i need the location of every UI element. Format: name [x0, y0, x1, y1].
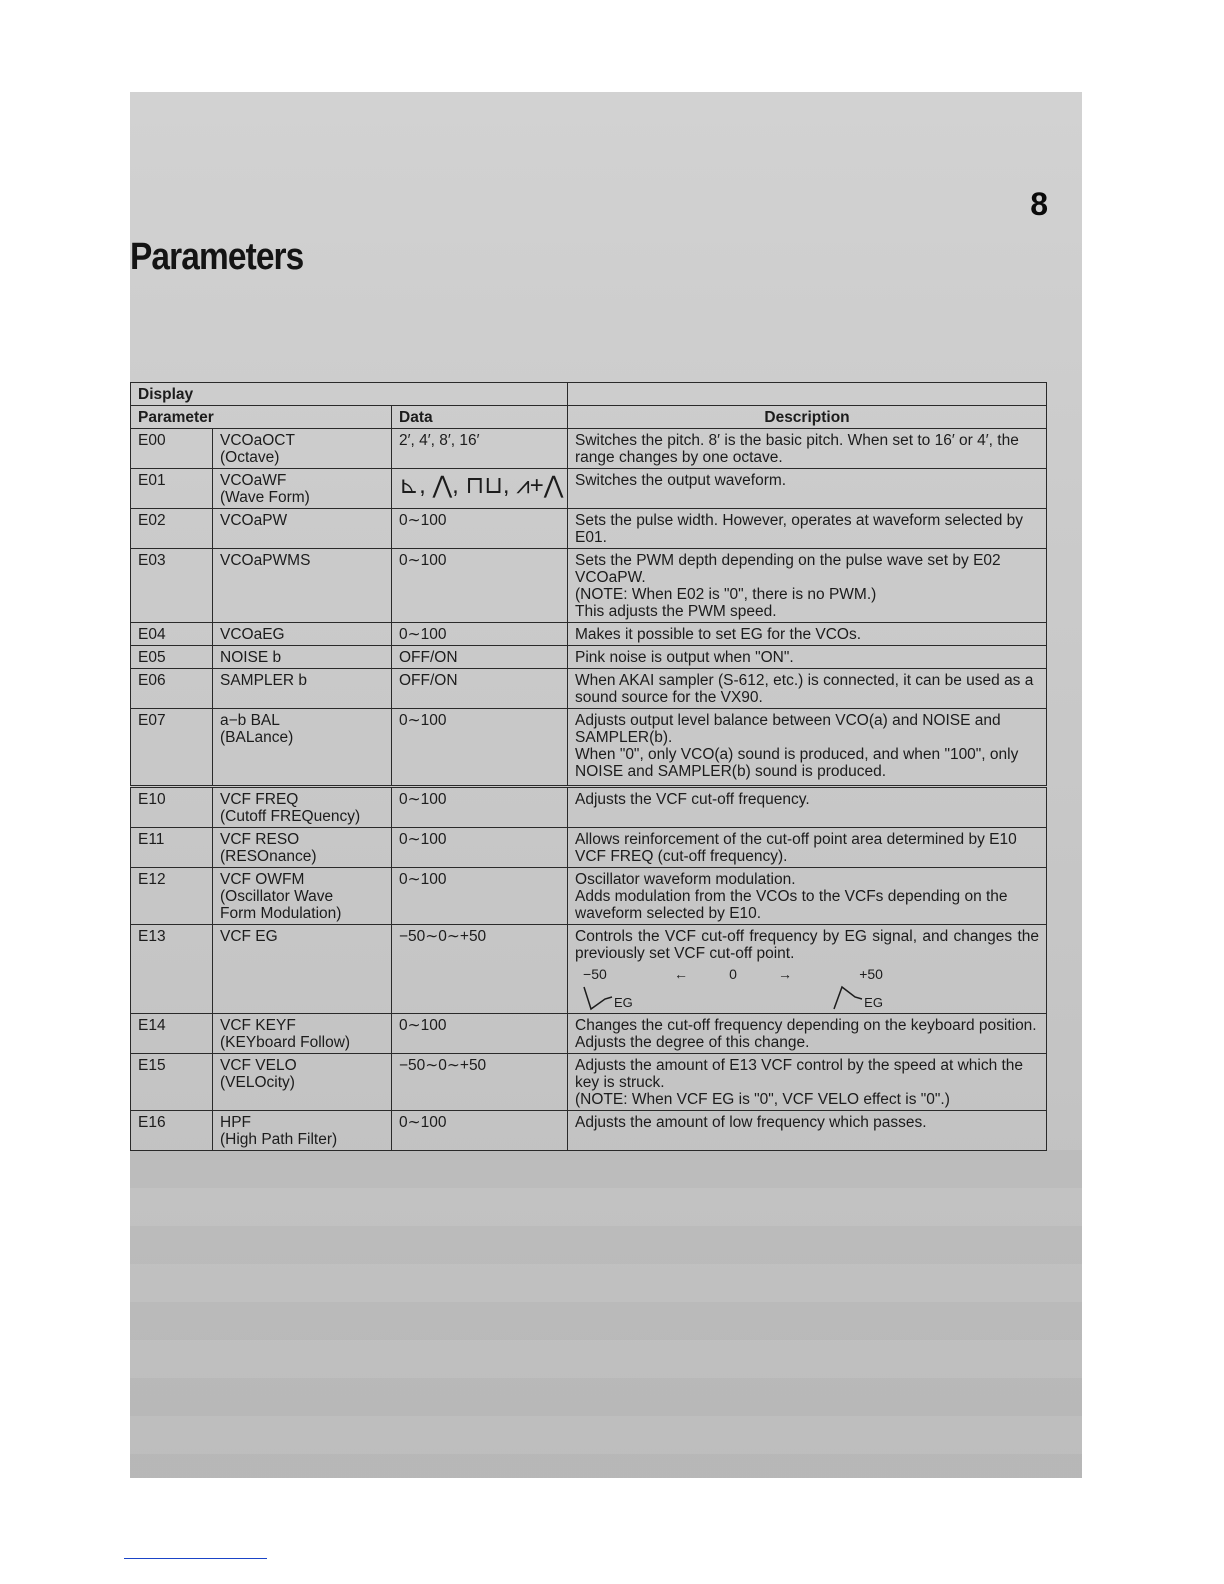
- param-description: Allows reinforcement of the cut-off point area determined by E10 VCF FREQ (cut-off frequency).: [568, 828, 1047, 868]
- param-data: 0∼100: [392, 868, 568, 925]
- page-number: 8: [1030, 186, 1048, 222]
- table-row: [131, 669, 1047, 709]
- eg-right-arrow: →: [778, 966, 793, 982]
- param-name: VCF RESO (RESOnance): [213, 828, 392, 868]
- param-code: E07: [131, 709, 213, 787]
- param-description: Changes the cut-off frequency depending on the keyboard position. Adjusts the degree of this change.: [568, 1014, 1047, 1054]
- eg-envelope-icon: [833, 985, 863, 1011]
- eg-positive: [833, 966, 883, 1011]
- header-parameter: Parameter: [131, 406, 392, 429]
- table-row: [131, 868, 1047, 925]
- param-name: VCOaPW: [213, 509, 392, 549]
- parameters-table: [130, 382, 1047, 1151]
- param-description: Pink noise is output when "ON".: [568, 646, 1047, 669]
- param-data: 2′, 4′, 8′, 16′: [392, 429, 568, 469]
- eg-inverted-envelope-icon: [583, 985, 613, 1011]
- header-blank: [568, 383, 1047, 406]
- param-data: 0∼100: [392, 623, 568, 646]
- scanned-page: [130, 92, 1082, 1478]
- param-name: HPF (High Path Filter): [213, 1111, 392, 1151]
- param-name: VCF OWFM (Oscillator Wave Form Modulation): [213, 868, 392, 925]
- param-data: −50∼0∼+50: [392, 925, 568, 1014]
- eg-negative-wave: [583, 985, 633, 1011]
- table-row: [131, 429, 1047, 469]
- param-code: E16: [131, 1111, 213, 1151]
- table-row: [131, 1111, 1047, 1151]
- eg-negative: [583, 966, 633, 1011]
- param-data: 0∼100: [392, 549, 568, 623]
- param-data: 0∼100: [392, 1111, 568, 1151]
- param-description: Sets the PWM depth depending on the pulse wave set by E02 VCOaPW. (NOTE: When E02 is "0", there is no PWM.) This adjusts the PWM speed.: [568, 549, 1047, 623]
- table-header-display-row: [131, 383, 1047, 406]
- param-description: When AKAI sampler (S-612, etc.) is connected, it can be used as a sound source for the VX90.: [568, 669, 1047, 709]
- table-row: [131, 828, 1047, 868]
- param-code: E04: [131, 623, 213, 646]
- param-name: VCOaEG: [213, 623, 392, 646]
- eg-positive-label: EG: [864, 995, 883, 1010]
- param-description: Makes it possible to set EG for the VCOs.: [568, 623, 1047, 646]
- param-name: VCOaOCT (Octave): [213, 429, 392, 469]
- header-display: Display: [131, 383, 568, 406]
- param-name: a−b BAL (BALance): [213, 709, 392, 787]
- header-description: Description: [568, 406, 1047, 429]
- eg-negative-label: EG: [614, 995, 633, 1010]
- param-code: E05: [131, 646, 213, 669]
- header-data: Data: [392, 406, 568, 429]
- param-name: VCF EG: [213, 925, 392, 1014]
- param-name: VCF KEYF (KEYboard Follow): [213, 1014, 392, 1054]
- param-code: E13: [131, 925, 213, 1014]
- param-description: Adjusts the VCF cut-off frequency.: [568, 787, 1047, 828]
- param-data: 0∼100: [392, 509, 568, 549]
- table-row: [131, 1054, 1047, 1111]
- table-row: [131, 1014, 1047, 1054]
- param-code: E12: [131, 868, 213, 925]
- param-description: Adjusts the amount of low frequency which passes.: [568, 1111, 1047, 1151]
- page-title: Parameters: [130, 236, 304, 278]
- param-data: −50∼0∼+50: [392, 1054, 568, 1111]
- param-code: E15: [131, 1054, 213, 1111]
- param-description: Switches the pitch. 8′ is the basic pitch. When set to 16′ or 4′, the range changes by one octave.: [568, 429, 1047, 469]
- param-code: E10: [131, 787, 213, 828]
- eg-positive-value: +50: [859, 966, 883, 982]
- param-code: E02: [131, 509, 213, 549]
- param-code: E01: [131, 469, 213, 509]
- table-header-row: [131, 406, 1047, 429]
- eg-left-arrow: ←: [673, 966, 688, 982]
- param-description: Adjusts the amount of E13 VCF control by the speed at which the key is struck. (NOTE: When VCF EG is "0", VCF VELO effect is "0".): [568, 1054, 1047, 1111]
- table-row: [131, 646, 1047, 669]
- table-row: [131, 623, 1047, 646]
- param-code: E14: [131, 1014, 213, 1054]
- param-description: Controls the VCF cut-off frequency by EG signal, and changes the previously set VCF cut-off point.: [575, 928, 1040, 962]
- faded-bleed-through: [130, 1150, 1082, 1478]
- param-data: OFF/ON: [392, 669, 568, 709]
- table-row: [131, 549, 1047, 623]
- param-name: NOISE b: [213, 646, 392, 669]
- param-name: VCF VELO (VELOcity): [213, 1054, 392, 1111]
- param-description: Oscillator waveform modulation. Adds modulation from the VCOs to the VCFs depending on the waveform selected by E10.: [568, 868, 1047, 925]
- param-data: 0∼100: [392, 828, 568, 868]
- eg-center-value: 0: [729, 966, 737, 982]
- param-data: 0∼100: [392, 709, 568, 787]
- table-row: [131, 787, 1047, 828]
- param-data: OFF/ON: [392, 646, 568, 669]
- param-data: 0∼100: [392, 1014, 568, 1054]
- eg-negative-value: −50: [583, 966, 607, 982]
- table-row: [131, 509, 1047, 549]
- footer-rule: [124, 1558, 267, 1559]
- param-description: Switches the output waveform.: [568, 469, 1047, 509]
- eg-positive-wave: [833, 985, 883, 1011]
- waveform-symbols: ⊾, ⋀, ⊓⊔, ⩘+⋀: [392, 469, 568, 509]
- param-code: E06: [131, 669, 213, 709]
- table-row: [131, 709, 1047, 787]
- param-data: 0∼100: [392, 787, 568, 828]
- param-code: E00: [131, 429, 213, 469]
- eg-polarity-diagram: [583, 966, 883, 1011]
- param-description: Sets the pulse width. However, operates at waveform selected by E01.: [568, 509, 1047, 549]
- table-row: [131, 925, 1047, 1014]
- param-code: E03: [131, 549, 213, 623]
- param-name: VCF FREQ (Cutoff FREQuency): [213, 787, 392, 828]
- param-name: VCOaWF (Wave Form): [213, 469, 392, 509]
- param-description-cell: [568, 925, 1047, 1014]
- table-row: [131, 469, 1047, 509]
- param-name: VCOaPWMS: [213, 549, 392, 623]
- param-name: SAMPLER b: [213, 669, 392, 709]
- param-code: E11: [131, 828, 213, 868]
- param-description: Adjusts output level balance between VCO(a) and NOISE and SAMPLER(b). When "0", only VCO(a) sound is produced, and when "100", only NOISE and SAMPLER(b) sound is produced.: [568, 709, 1047, 787]
